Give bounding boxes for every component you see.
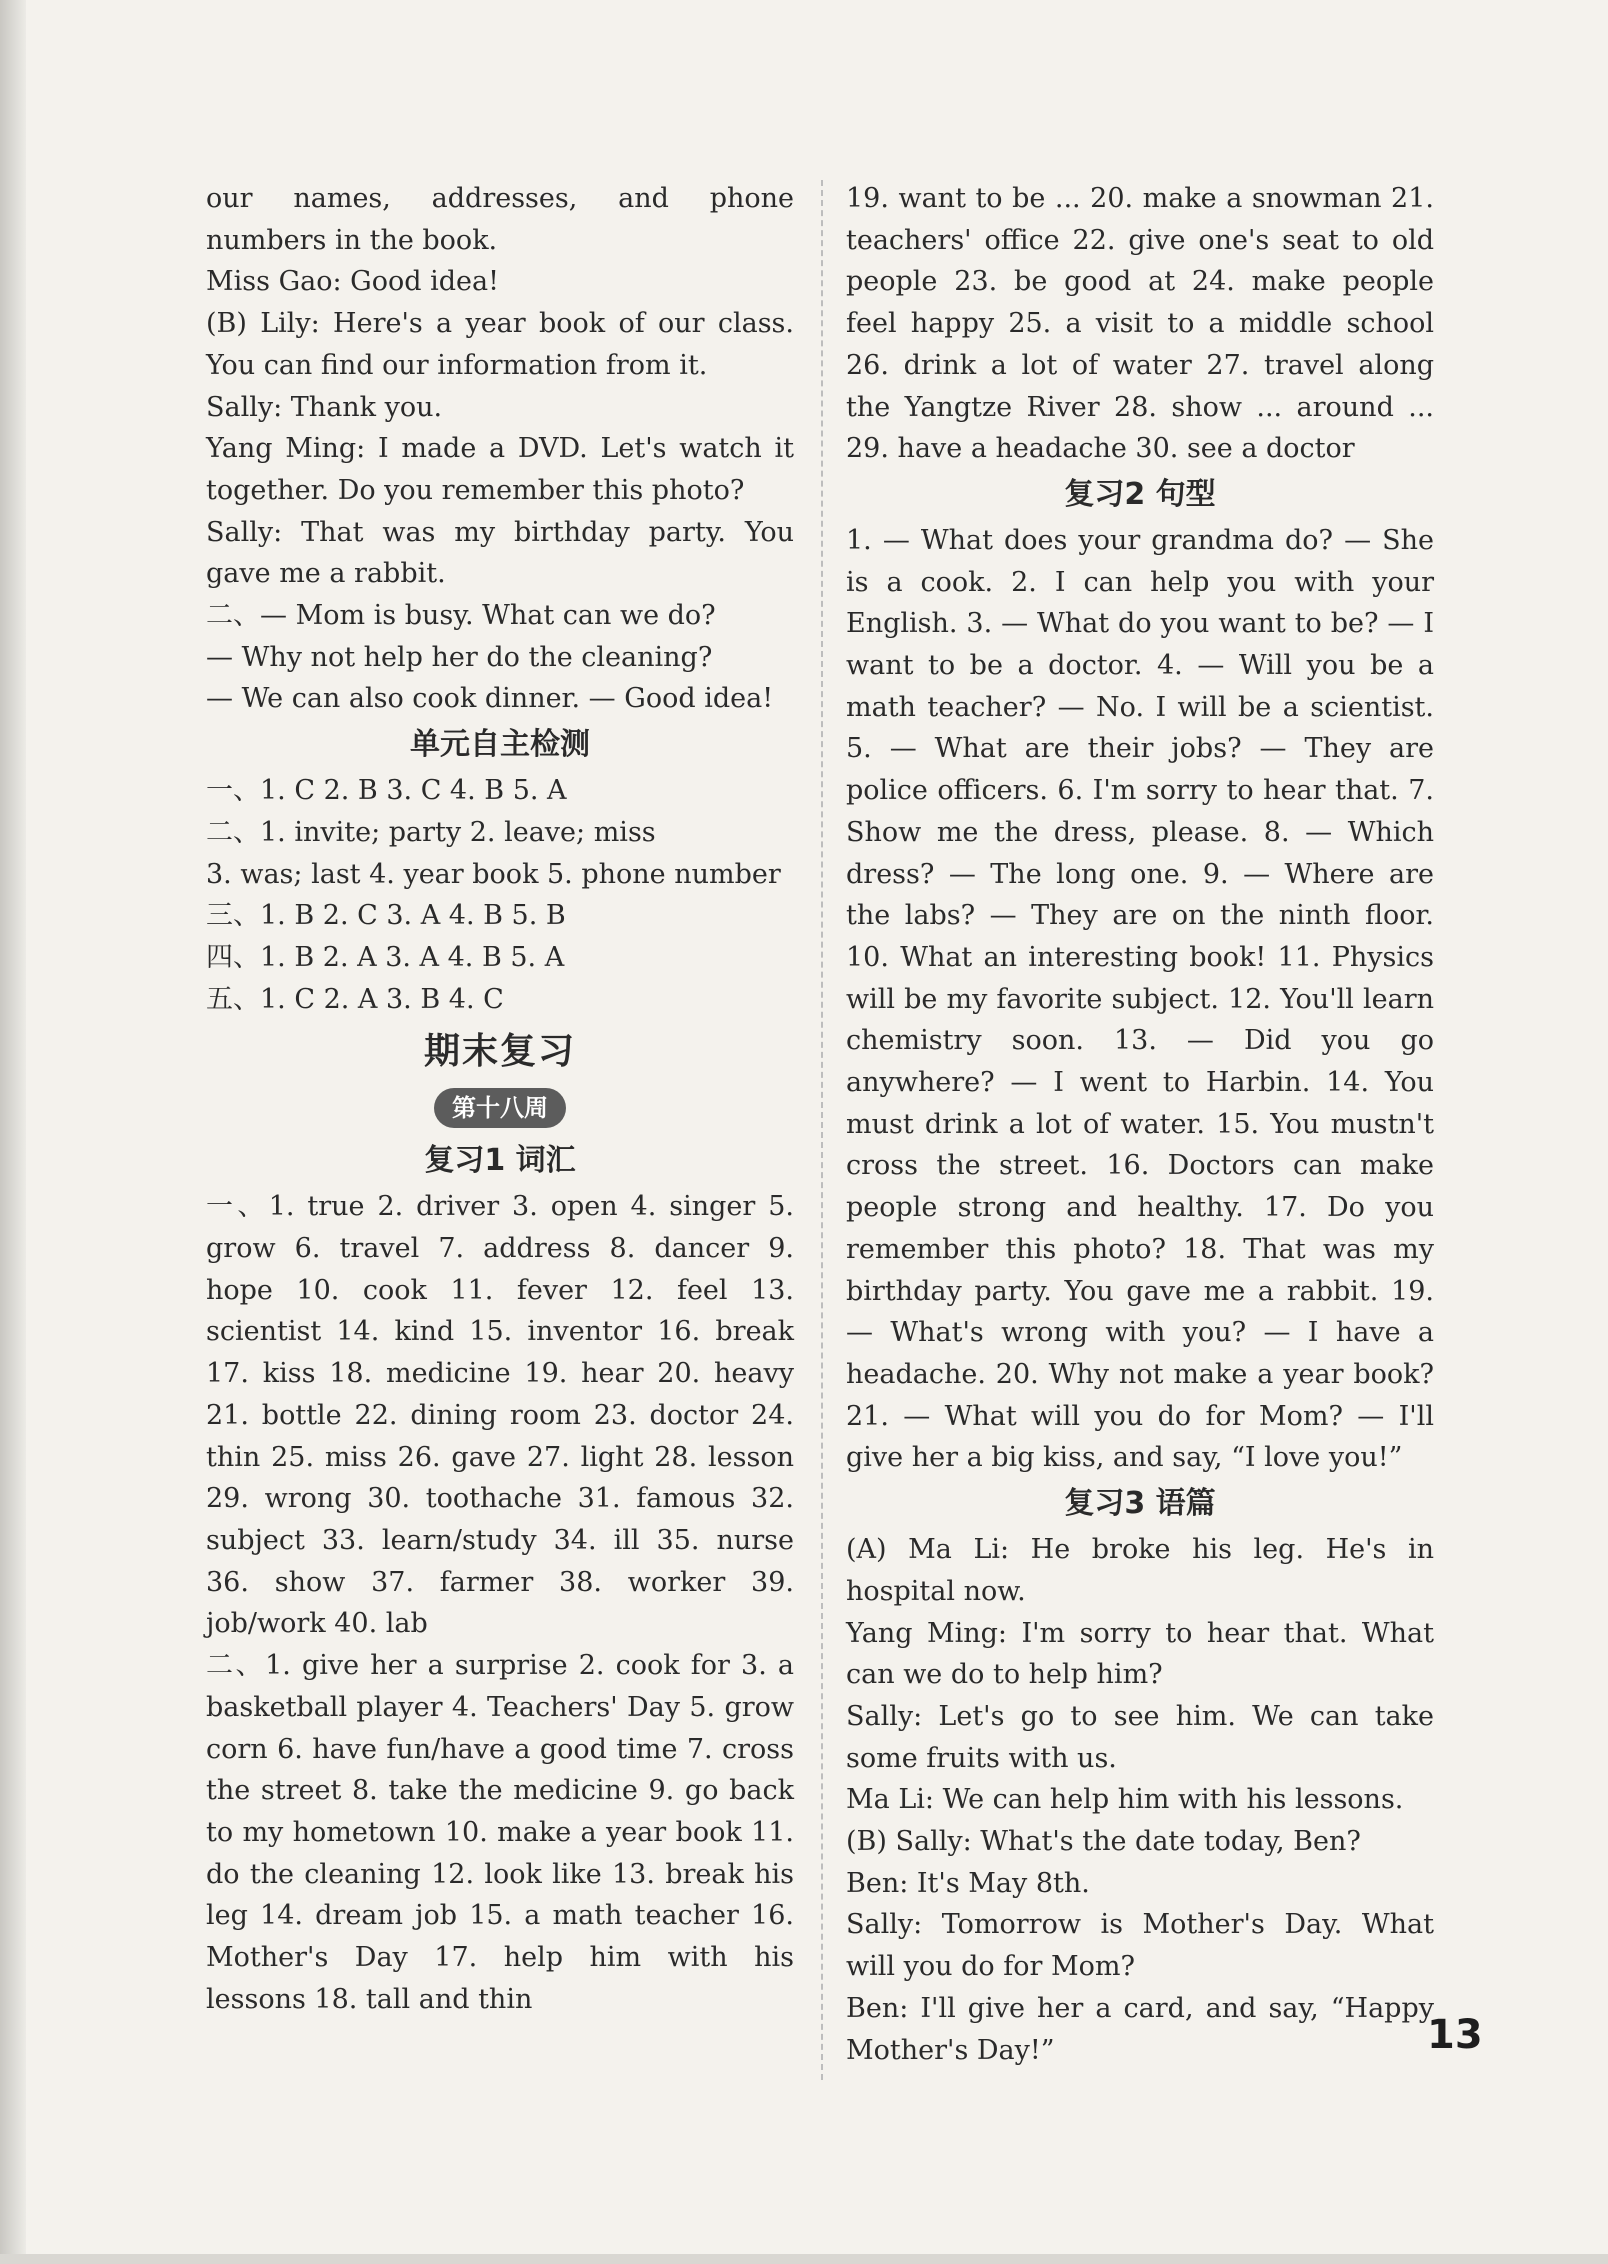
- left-column: [206, 178, 794, 2020]
- answer-line: 五、1. C 2. A 3. B 4. C: [206, 983, 504, 1015]
- page-number: 13: [1427, 2012, 1483, 2058]
- answer-line: — We can also cook dinner. — Good idea!: [206, 683, 774, 715]
- review1-continued: 19. want to be ... 20. make a snowman 21. teachers' office 22. give one's seat to old people 23. be good at 24. make people feel happy 25. a visit to a middle school 26. drink a lot of water 27. travel along the Yangtze River 28. show ... around ... 29. have a headache 30. see a doctor: [846, 183, 1434, 465]
- final-review-heading: 期末复习: [423, 1031, 576, 1073]
- answer-line: Ben: I'll give her a card, and say, “Happy Mother's Day!”: [846, 1992, 1434, 2066]
- answer-paragraph: 二、1. give her a surprise 2. cook for 3. a basketball player 4. Teachers' Day 5. grow corn 6. have fun/have a good time 7. cross the street 8. take the medicine 9. go back to my hometown 10. make a year book 11. do the cleaning 12. look like 13. break his leg 14. dream job 15. a math teacher 16. Mother's Day 17. help him with his lessons 18. tall and thin: [206, 1650, 794, 2015]
- answer-line: 二、— Mom is busy. What can we do?: [206, 600, 716, 632]
- answer-line: 四、1. B 2. A 3. A 4. B 5. A: [206, 941, 565, 973]
- column-divider: [821, 180, 823, 2080]
- answer-line: Sally: Let's go to see him. We can take some fruits with us.: [846, 1700, 1434, 1774]
- answer-line: (B) Lily: Here's a year book of our class. You can find our information from it.: [206, 308, 794, 381]
- unit-test-answers: [206, 770, 794, 1020]
- review3-answers: [846, 1529, 1434, 2071]
- dialogue-a-continued: [206, 178, 794, 720]
- answer-line: Ma Li: We can help him with his lessons.: [846, 1784, 1404, 1816]
- answer-line: Sally: Tomorrow is Mother's Day. What will you do for Mom?: [846, 1909, 1434, 1983]
- answer-line: 三、1. B 2. C 3. A 4. B 5. B: [206, 900, 566, 932]
- answer-line: Yang Ming: I'm sorry to hear that. What can we do to help him?: [846, 1617, 1434, 1691]
- answer-line: 一、1. C 2. B 3. C 4. B 5. A: [206, 775, 567, 807]
- answer-line: our names, addresses, and phone numbers in the book.: [206, 183, 794, 256]
- unit-test-heading: 单元自主检测: [410, 727, 590, 763]
- answer-line: Yang Ming: I made a DVD. Let's watch it together. Do you remember this photo?: [206, 433, 794, 506]
- review2-answers: 1. — What does your grandma do? — She is a cook. 2. I can help you with your English. 3. — What do you want to be? — I want to be a doctor. 4. — Will you be a math teacher? — No. I will be a scientist. 5. — What are their jobs? — They are police officers. 6. I'm sorry to hear that. 7. Show me the dress, please. 8. — Which dress? — The long one. 9. — Where are the labs? — They are on the ninth floor. 10. What an interesting book! 11. Physics will be my favorite subject. 12. You'll learn chemistry soon. 13. — Did you go anywhere? — I went to Harbin. 14. You must drink a lot of water. 15. You mustn't cross the street. 16. Doctors can make people strong and healthy. 17. Do you remember this photo? 18. That was my birthday party. You gave me a rabbit. 19. — What's wrong with you? — I have a headache. 20. Why not make a year book? 21. — What will you do for Mom? — I'll give her a big kiss, and say, “I love you!”: [846, 524, 1434, 1474]
- review2-heading: 复习2 句型: [1064, 476, 1216, 512]
- right-column: [846, 178, 1434, 2071]
- answer-paragraph: 一、1. true 2. driver 3. open 4. singer 5. grow 6. travel 7. address 8. dancer 9. hope 10. cook 11. fever 12. feel 13. scientist 14. kind 15. inventor 16. break 17. kiss 18. medicine 19. hear 20. heavy 21. bottle 22. dining room 23. doctor 24. thin 25. miss 26. gave 27. light 28. lesson 29. wrong 30. toothache 31. famous 32. subject 33. learn/study 34. ill 35. nurse 36. show 37. farmer 38. worker 39. job/work 40. lab: [206, 1191, 794, 1640]
- bottom-edge: [0, 2254, 1608, 2264]
- week-badge-wrap: [206, 1084, 794, 1136]
- review3-heading: 复习3 语篇: [1064, 1486, 1216, 1522]
- answer-line: Ben: It's May 8th.: [846, 1867, 1090, 1899]
- answer-line: (A) Ma Li: He broke his leg. He's in hospital now.: [846, 1534, 1434, 1607]
- answer-line: 3. was; last 4. year book 5. phone number: [206, 858, 781, 890]
- answer-line: Miss Gao: Good idea!: [206, 266, 499, 298]
- answer-line: (B) Sally: What's the date today, Ben?: [846, 1826, 1361, 1858]
- answer-line: — Why not help her do the cleaning?: [206, 641, 713, 673]
- review1-heading: 复习1 词汇: [424, 1143, 576, 1179]
- page-edge-shadow: [0, 0, 26, 2264]
- review1-answers: [206, 1186, 794, 2020]
- answer-line: 二、1. invite; party 2. leave; miss: [206, 816, 656, 848]
- answer-line: Sally: Thank you.: [206, 391, 443, 423]
- answer-line: Sally: That was my birthday party. You gave me a rabbit.: [206, 516, 794, 590]
- week-badge: 第十八周: [434, 1088, 566, 1128]
